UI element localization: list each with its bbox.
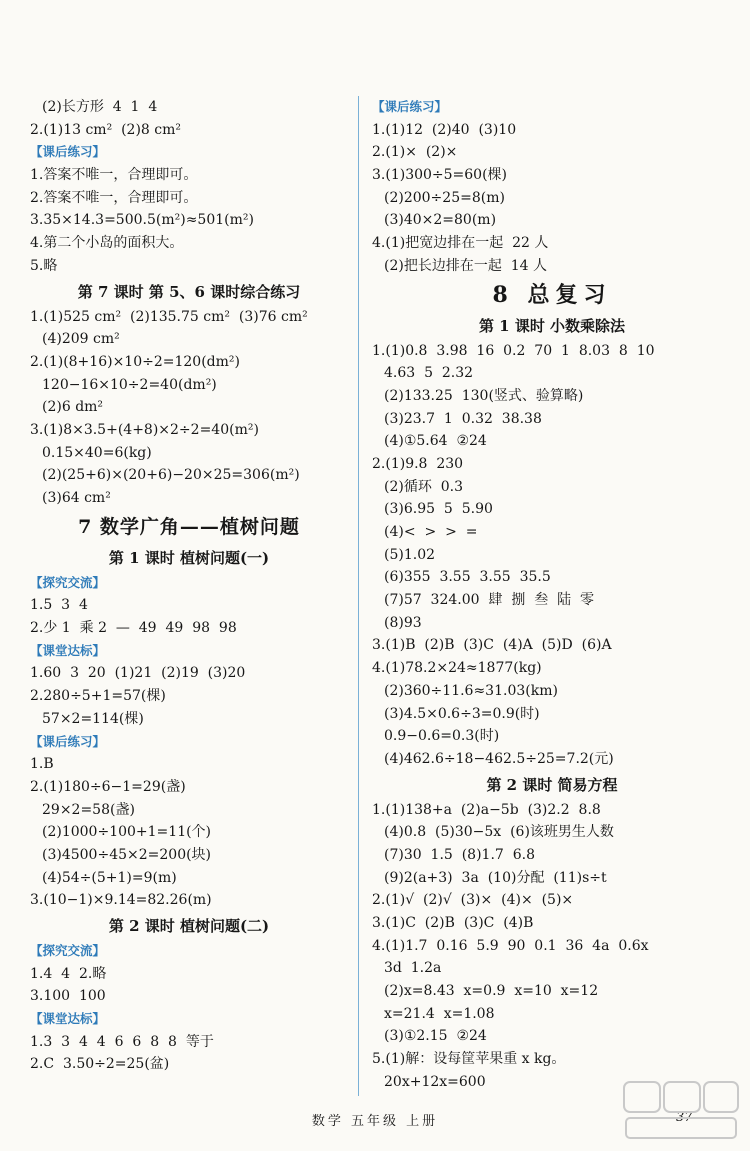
right-answer-line: x=21.4 x=1.08	[384, 1005, 495, 1022]
right-answer-line: (7)30 1.5 (8)1.7 6.8	[384, 846, 535, 863]
right-answer-line: (3)23.7 1 0.32 38.38	[384, 410, 542, 427]
right-answer-line: 3.(1)300÷5=60(棵)	[372, 167, 508, 184]
right-exercise-tag: 【课后练习】	[372, 99, 448, 114]
left-answer-line: 2.280÷5+1=57(棵)	[30, 688, 166, 705]
left-answer-line: 1.60 3 20 (1)21 (2)19 (3)20	[30, 665, 246, 682]
left-answer-line: 2.答案不唯一，合理即可。	[30, 189, 198, 206]
left-exercise-tag: 【课堂达标】	[30, 642, 106, 658]
right-answer-line: 0.9−0.6=0.3(时)	[384, 728, 500, 745]
right-answer-line: 4.(1)78.2×24≈1877(kg)	[372, 660, 542, 677]
right-answer-line: (4)0.8 (5)30−5x (6)该班男生人数	[384, 824, 614, 841]
left-answer-line: 29×2=58(盏)	[42, 801, 135, 818]
right-answer-line: 5.(1)解：设每筐苹果重 x kg。	[372, 1051, 566, 1068]
left-answer-line: 2.C 3.50÷2=25(盆)	[30, 1056, 170, 1073]
left-answer-line: 1.(1)525 cm² (2)135.75 cm² (3)76 cm²	[30, 308, 308, 325]
left-answer-line: (2)1000÷100+1=11(个)	[42, 824, 212, 841]
left-exercise-tag: 【探究交流】	[30, 574, 106, 590]
right-answer-line: (2)x=8.43 x=0.9 x=10 x=12	[384, 983, 599, 1000]
right-answer-line: 1.(1)138+a (2)a−5b (3)2.2 8.8	[372, 801, 601, 818]
left-answer-line: 3.(1)8×3.5+(4+8)×2÷2=40(m²)	[30, 421, 259, 438]
right-answer-line: (2)360÷11.6≈31.03(km)	[384, 682, 558, 699]
right-chapter-heading: 8 总复习	[492, 281, 612, 308]
right-answer-line: (4)462.6÷18−462.5÷25=7.2(元)	[384, 750, 614, 767]
right-answer-line: 4.(1)把宽边排在一起 22 人	[372, 235, 549, 252]
left-exercise-tag: 【课后练习】	[30, 144, 106, 160]
left-answer-line: (3)4500÷45×2=200(块)	[42, 846, 212, 863]
left-answer-line: 1.4 4 2.略	[30, 965, 107, 982]
right-answer-line: (2)133.25 130(竖式、验算略)	[384, 387, 584, 404]
right-answer-line: (4)< > > =	[384, 524, 478, 540]
right-column	[372, 96, 732, 1094]
left-answer-line: 1.答案不唯一，合理即可。	[30, 167, 198, 184]
right-answer-line: 2.(1)9.8 230	[372, 455, 464, 472]
left-exercise-tag: 【探究交流】	[30, 943, 106, 958]
left-answer-line: 2.少 1 乘 2 — 49 49 98 98	[30, 620, 237, 637]
left-answer-line: 1.B	[30, 756, 54, 773]
left-column	[30, 96, 348, 1076]
right-answer-line: (7)57 324.00 肆 捌 叁 陆 零	[384, 592, 595, 609]
left-answer-line: 120−16×10÷2=40(dm²)	[42, 376, 217, 393]
left-lesson-heading: 第 1 课时 植树问题(一)	[108, 548, 270, 567]
left-answer-line: (2)长方形 4 1 4	[42, 99, 158, 115]
left-answer-line: 2.(1)(8+16)×10÷2=120(dm²)	[30, 353, 240, 370]
left-answer-line: 3.(10−1)×9.14=82.26(m)	[30, 892, 212, 909]
left-exercise-tag: 【课堂达标】	[30, 1011, 106, 1027]
right-answer-line: 3d 1.2a	[384, 960, 442, 977]
right-answer-line: (5)1.02	[384, 546, 436, 563]
right-answer-line: (6)355 3.55 3.55 35.5	[384, 569, 551, 586]
right-answer-line: (9)2(a+3) 3a (10)分配 (11)s÷t	[384, 869, 607, 886]
right-answer-line: 1.(1)12 (2)40 (3)10	[372, 121, 517, 138]
right-answer-line: (3)①2.15 ②24	[384, 1028, 487, 1045]
page-footer: 数学 五年级 上册	[311, 1114, 439, 1129]
watermark-logo	[620, 1078, 742, 1142]
right-answer-line: (2)循环 0.3	[384, 478, 463, 495]
right-lesson-heading: 第 1 课时 小数乘除法	[478, 316, 626, 335]
right-answer-line: (8)93	[384, 614, 422, 631]
right-answer-line: 4.(1)1.7 0.16 5.9 90 0.1 36 4a 0.6x	[372, 937, 649, 954]
left-exercise-tag: 【课后练习】	[30, 733, 106, 749]
right-answer-line: 3.(1)B (2)B (3)C (4)A (5)D (6)A	[372, 637, 612, 654]
right-answer-line: 20x+12x=600	[384, 1073, 486, 1090]
left-answer-line: (3)64 cm²	[42, 490, 111, 506]
right-answer-line: (2)把长边排在一起 14 人	[384, 257, 547, 274]
right-answer-line: 3.(1)C (2)B (3)C (4)B	[372, 915, 534, 931]
left-lesson-heading: 第 7 课时 第 5、6 课时综合练习	[77, 282, 301, 301]
left-chapter-heading: 7 数学广角——植树问题	[78, 515, 300, 538]
left-answer-line: (4)209 cm²	[42, 331, 120, 348]
left-answer-line: 4.第二个小岛的面积大。	[30, 235, 184, 252]
right-answer-line: (3)40×2=80(m)	[384, 212, 497, 229]
left-answer-line: 1.3 3 4 4 6 6 8 8 等于	[30, 1033, 214, 1050]
left-answer-line: 5.略	[30, 257, 58, 274]
right-lesson-heading: 第 2 课时 简易方程	[486, 775, 618, 794]
right-answer-line: (3)6.95 5 5.90	[384, 501, 493, 518]
left-answer-line: 3.100 100	[30, 988, 106, 1005]
right-answer-line: 4.63 5 2.32	[384, 365, 474, 382]
left-answer-line: 2.(1)13 cm² (2)8 cm²	[30, 121, 181, 138]
right-answer-line: 2.(1)√ (2)√ (3)× (4)× (5)×	[372, 892, 574, 909]
left-answer-line: 57×2=114(棵)	[42, 710, 144, 727]
right-answer-line: 1.(1)0.8 3.98 16 0.2 70 1 8.03 8 10	[372, 342, 655, 359]
right-answer-line: (3)4.5×0.6÷3=0.9(时)	[384, 705, 540, 722]
right-answer-line: (2)200÷25=8(m)	[384, 189, 505, 206]
left-answer-line: 1.5 3 4	[30, 597, 88, 614]
column-divider	[358, 96, 359, 1096]
left-answer-line: (2)(25+6)×(20+6)−20×25=306(m²)	[42, 467, 300, 484]
right-answer-line: 2.(1)× (2)×	[372, 144, 458, 161]
left-answer-line: 3.35×14.3=500.5(m²)≈501(m²)	[30, 212, 254, 229]
left-answer-line: (2)6 dm²	[42, 399, 104, 416]
left-answer-line: (4)54÷(5+1)=9(m)	[42, 869, 177, 886]
left-answer-line: 2.(1)180÷6−1=29(盏)	[30, 778, 186, 795]
left-lesson-heading: 第 2 课时 植树问题(二)	[108, 917, 270, 935]
left-answer-line: 0.15×40=6(kg)	[42, 444, 152, 461]
right-answer-line: (4)①5.64 ②24	[384, 433, 487, 450]
page-number: 37	[676, 1110, 693, 1125]
